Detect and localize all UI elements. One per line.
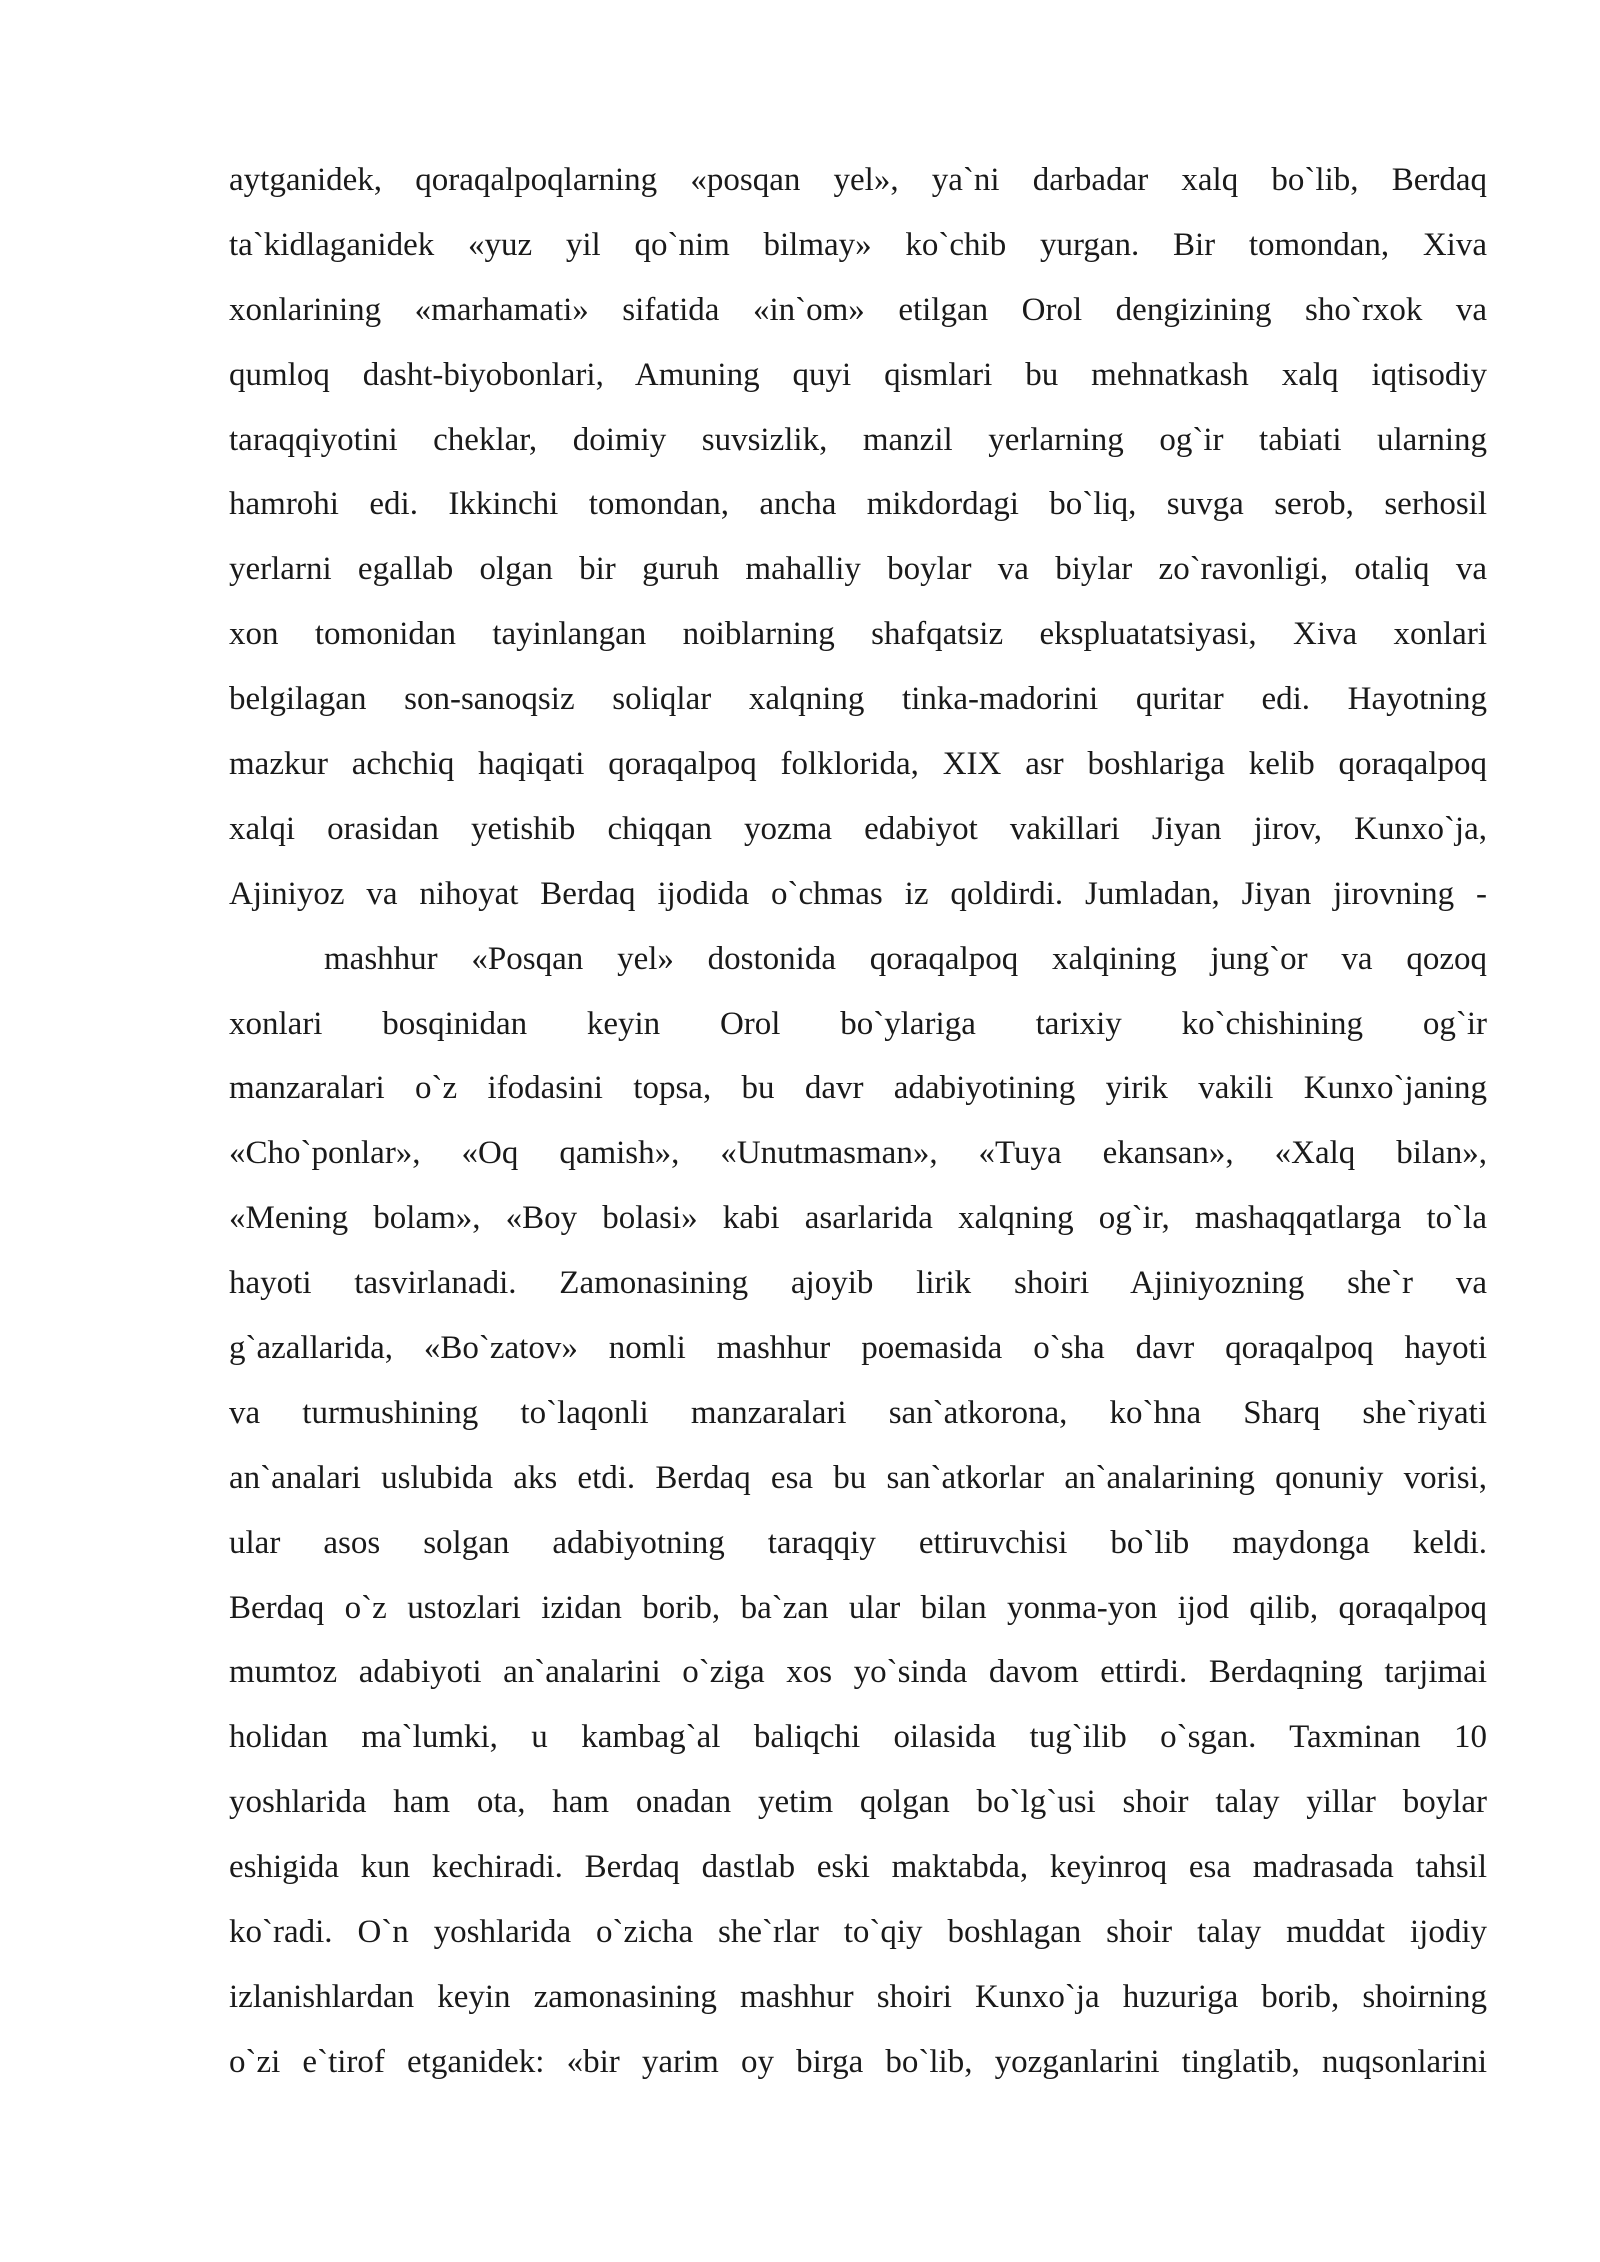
text-line: xon tomonidan tayinlangan noiblarning shafqatsiz ekspluatatsiyasi, Xiva xonlari bbox=[229, 616, 1487, 653]
text-line: holidan ma`lumki, u kambag`al baliqchi oilasida tug`ilib o`sgan. Taxminan 10 bbox=[229, 1719, 1487, 1756]
text-line: manzaralari o`z ifodasini topsa, bu davr adabiyotining yirik vakili Kunxo`janing bbox=[229, 1070, 1487, 1107]
text-line: Berdaq o`z ustozlari izidan borib, ba`zan ular bilan yonma-yon ijod qilib, qoraqalpoq bbox=[229, 1589, 1487, 1626]
text-line: mazkur achchiq haqiqati qoraqalpoq folklorida, XIX asr boshlariga kelib qoraqalpoq bbox=[229, 746, 1487, 783]
text-line: yerlarni egallab olgan bir guruh mahalliy boylar va biylar zo`ravonligi, otaliq va bbox=[229, 551, 1487, 588]
text-line: ko`radi. O`n yoshlarida o`zicha she`rlar to`qiy boshlagan shoir talay muddat ijodiy bbox=[229, 1914, 1487, 1951]
text-line: o`zi e`tirof etganidek: «bir yarim oy birga bo`lib, yozganlarini tinglatib, nuqsonlarini bbox=[229, 2043, 1487, 2080]
text-line: mashhur «Posqan yel» dostonida qoraqalpoq xalqining jung`or va qozoq bbox=[324, 940, 1487, 977]
text-line: aytganidek, qoraqalpoqlarning «posqan yel», ya`ni darbadar xalq bo`lib, Berdaq bbox=[229, 162, 1487, 198]
text-line: yoshlarida ham ota, ham onadan yetim qolgan bo`lg`usi shoir talay yillar boylar bbox=[229, 1784, 1487, 1821]
text-line: belgilagan son-sanoqsiz soliqlar xalqning tinka-madorini quritar edi. Hayotning bbox=[229, 681, 1487, 718]
text-line: g`azallarida, «Bo`zatov» nomli mashhur poemasida o`sha davr qoraqalpoq hayoti bbox=[229, 1330, 1487, 1367]
text-line: xalqi orasidan yetishib chiqqan yozma edabiyot vakillari Jiyan jirov, Kunxo`ja, bbox=[229, 810, 1487, 847]
text-line: ular asos solgan adabiyotning taraqqiy ettiruvchisi bo`lib maydonga keldi. bbox=[229, 1524, 1487, 1561]
text-line: «Mening bolam», «Boy bolasi» kabi asarlarida xalqning og`ir, mashaqqatlarga to`la bbox=[229, 1200, 1487, 1237]
body-text bbox=[229, 148, 1487, 2095]
text-line: an`analari uslubida aks etdi. Berdaq esa bu san`atkorlar an`analarining qonuniy vorisi, bbox=[229, 1459, 1487, 1496]
text-line: hamrohi edi. Ikkinchi tomondan, ancha mikdordagi bo`liq, suvga serob, serhosil bbox=[229, 486, 1487, 523]
text-line: izlanishlardan keyin zamonasining mashhur shoiri Kunxo`ja huzuriga borib, shoirning bbox=[229, 1978, 1487, 2015]
text-line: xonlarining «marhamati» sifatida «in`om» etilgan Orol dengizining sho`rxok va bbox=[229, 291, 1487, 328]
text-line: Ajiniyoz va nihoyat Berdaq ijodida o`chmas iz qoldirdi. Jumladan, Jiyan jirovning - bbox=[229, 875, 1487, 912]
text-line: ta`kidlaganidek «yuz yil qo`nim bilmay» ko`chib yurgan. Bir tomondan, Xiva bbox=[229, 226, 1487, 263]
text-line: «Cho`ponlar», «Oq qamish», «Unutmasman», «Tuya ekansan», «Xalq bilan», bbox=[229, 1135, 1487, 1172]
text-line: eshigida kun kechiradi. Berdaq dastlab eski maktabda, keyinroq esa madrasada tahsil bbox=[229, 1849, 1487, 1886]
text-line: qumloq dasht-biyobonlari, Amuning quyi qismlari bu mehnatkash xalq iqtisodiy bbox=[229, 356, 1487, 393]
text-line: mumtoz adabiyoti an`analarini o`ziga xos yo`sinda davom ettirdi. Berdaqning tarjimai bbox=[229, 1654, 1487, 1691]
text-line: hayoti tasvirlanadi. Zamonasining ajoyib lirik shoiri Ajiniyozning she`r va bbox=[229, 1265, 1487, 1302]
text-line: taraqqiyotini cheklar, doimiy suvsizlik, manzil yerlarning og`ir tabiati ularning bbox=[229, 421, 1487, 458]
text-line: va turmushining to`laqonli manzaralari san`atkorona, ko`hna Sharq she`riyati bbox=[229, 1394, 1487, 1431]
text-line: xonlari bosqinidan keyin Orol bo`ylariga tarixiy ko`chishining og`ir bbox=[229, 1005, 1487, 1042]
